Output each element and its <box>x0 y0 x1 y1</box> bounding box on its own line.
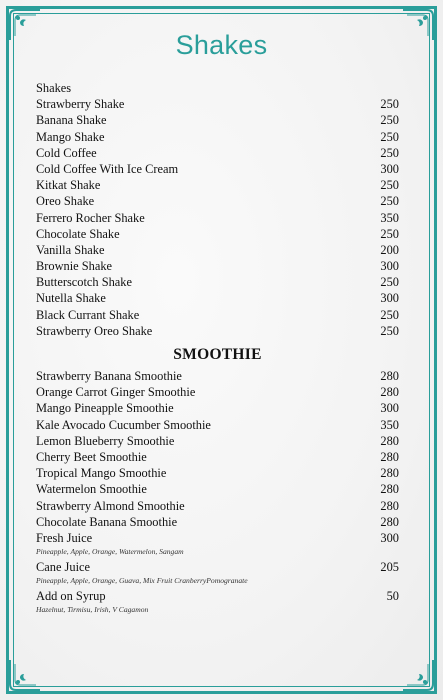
item-price: 250 <box>380 145 399 160</box>
menu-item <box>36 449 399 465</box>
item-price: 300 <box>380 401 399 416</box>
corner-ornament-icon <box>401 658 435 692</box>
item-price: 250 <box>380 307 399 322</box>
item-price: 250 <box>380 226 399 241</box>
menu-item <box>36 400 399 416</box>
item-name: Tropical Mango Smoothie <box>36 466 167 481</box>
menu-item <box>36 368 399 384</box>
item-price: 280 <box>380 433 399 448</box>
item-price: 300 <box>380 291 399 306</box>
item-name: Oreo Shake <box>36 194 95 209</box>
item-price: 280 <box>380 514 399 529</box>
item-price: 250 <box>380 275 399 290</box>
item-note: Pineapple, Apple, Orange, Watermelon, Sangam <box>36 547 184 557</box>
menu-item <box>36 530 399 546</box>
item-name: Cherry Beet Smoothie <box>36 449 147 464</box>
item-name: Kitkat Shake <box>36 178 101 193</box>
item-name: Watermelon Smoothie <box>36 482 147 497</box>
item-price: 250 <box>380 178 399 193</box>
menu-item <box>36 417 399 433</box>
item-name: Butterscotch Shake <box>36 275 133 290</box>
item-price: 205 <box>380 560 399 575</box>
item-name: Lemon Blueberry Smoothie <box>36 433 175 448</box>
item-name: Orange Carrot Ginger Smoothie <box>36 385 196 400</box>
menu-item <box>36 242 399 258</box>
menu-item <box>36 498 399 514</box>
item-name: Nutella Shake <box>36 291 106 306</box>
menu-item <box>36 481 399 497</box>
shakes-section-label: Shakes <box>36 81 72 95</box>
menu-item <box>36 145 399 161</box>
item-name: Brownie Shake <box>36 259 113 274</box>
item-price: 250 <box>380 129 399 144</box>
menu-item <box>36 307 399 323</box>
item-name: Strawberry Oreo Shake <box>36 323 153 338</box>
item-name: Fresh Juice <box>36 530 93 545</box>
menu-item <box>36 514 399 530</box>
item-name: Chocolate Shake <box>36 226 120 241</box>
menu-item <box>36 112 399 128</box>
item-price: 350 <box>380 417 399 432</box>
smoothie-list <box>36 368 399 530</box>
item-name: Cold Coffee With Ice Cream <box>36 161 179 176</box>
item-name: Strawberry Almond Smoothie <box>36 498 185 513</box>
item-name: Strawberry Shake <box>36 97 125 112</box>
item-name: Ferrero Rocher Shake <box>36 210 145 225</box>
item-price: 280 <box>380 498 399 513</box>
menu-item <box>36 588 399 604</box>
item-price: 250 <box>380 97 399 112</box>
item-price: 280 <box>380 466 399 481</box>
menu-item <box>36 96 399 112</box>
item-price: 250 <box>380 323 399 338</box>
menu-item <box>36 129 399 145</box>
menu-item <box>36 559 399 575</box>
smoothie-heading: SMOOTHIE <box>173 346 262 363</box>
item-name: Cold Coffee <box>36 145 97 160</box>
corner-ornament-icon <box>8 658 42 692</box>
menu-item <box>36 323 399 339</box>
menu-item <box>36 258 399 274</box>
item-price: 250 <box>380 113 399 128</box>
item-price: 280 <box>380 449 399 464</box>
item-name: Strawberry Banana Smoothie <box>36 369 182 383</box>
menu-item <box>36 433 399 449</box>
menu-item <box>36 210 399 226</box>
item-name: Banana Shake <box>36 113 107 128</box>
item-price: 200 <box>380 242 399 257</box>
menu-content <box>36 80 399 617</box>
extras-list <box>36 530 399 616</box>
menu-item <box>36 226 399 242</box>
menu-item <box>36 274 399 290</box>
item-note: Hazelnut, Tirmisu, Irish, V Cagamon <box>36 605 149 615</box>
item-price: 300 <box>380 161 399 176</box>
menu-item <box>36 177 399 193</box>
item-name: Cane Juice <box>36 560 91 575</box>
menu-item <box>36 161 399 177</box>
item-name: Chocolate Banana Smoothie <box>36 514 178 529</box>
item-name: Add on Syrup <box>36 589 106 604</box>
item-price: 250 <box>380 194 399 209</box>
menu-item <box>36 384 399 400</box>
item-name: Mango Pineapple Smoothie <box>36 401 174 416</box>
item-name: Vanilla Shake <box>36 242 105 257</box>
shakes-list <box>36 96 399 339</box>
item-note: Pineapple, Apple, Orange, Guava, Mix Fruit CranberryPomogranate <box>36 576 248 586</box>
item-name: Kale Avocado Cucumber Smoothie <box>36 417 211 432</box>
item-price: 300 <box>380 530 399 545</box>
item-name: Black Currant Shake <box>36 307 140 322</box>
item-price: 50 <box>386 589 399 604</box>
item-price: 280 <box>380 385 399 400</box>
item-name: Mango Shake <box>36 129 105 144</box>
item-price: 280 <box>380 369 399 383</box>
menu-item <box>36 193 399 209</box>
item-price: 280 <box>380 482 399 497</box>
page-title: Shakes <box>175 30 268 60</box>
menu-item <box>36 465 399 481</box>
menu-item <box>36 290 399 306</box>
item-price: 300 <box>380 259 399 274</box>
item-price: 350 <box>380 210 399 225</box>
